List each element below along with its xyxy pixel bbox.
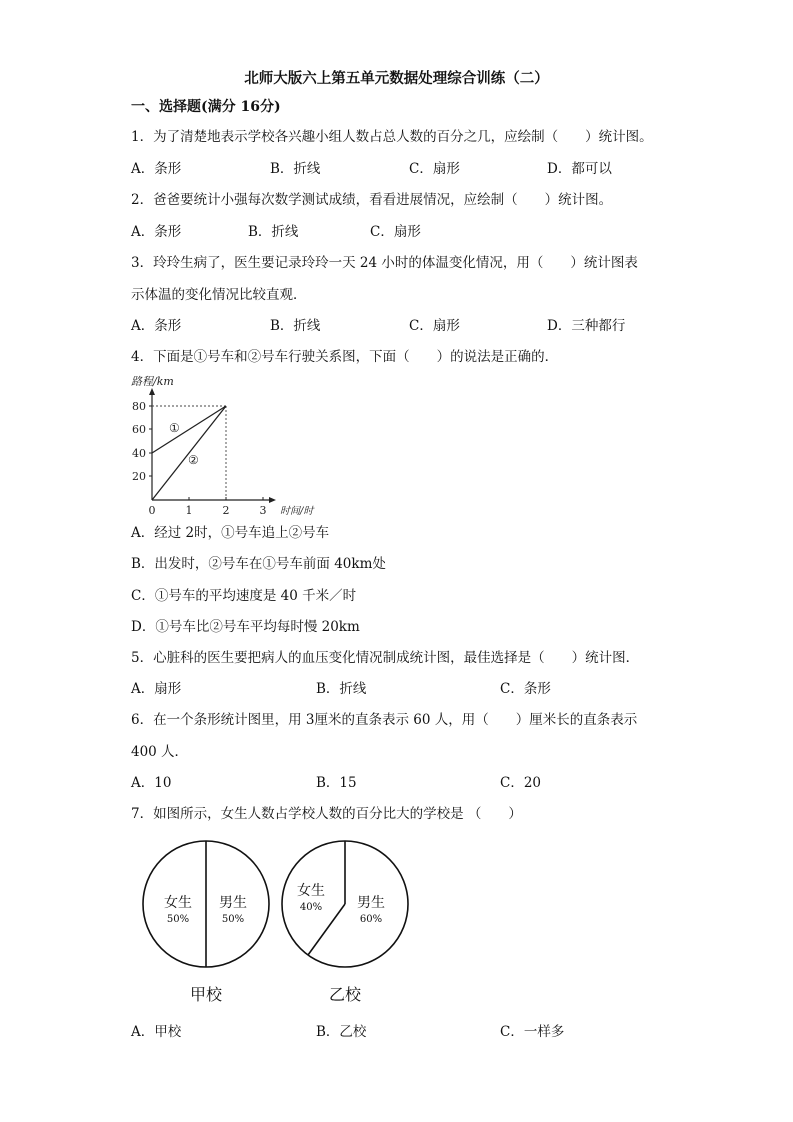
question-5-stem: 5．心脏科的医生要把病人的血压变化情况制成统计图，最佳选择是（ ）统计图． bbox=[131, 650, 640, 666]
school-pie-charts bbox=[135, 835, 425, 1010]
pie-jia-boys-pct: 50% bbox=[221, 914, 245, 925]
question-7-stem: 7．如图所示，女生人数占学校人数的百分比大的学校是 （ ） bbox=[131, 806, 522, 822]
section-heading: 一、选择题(满分 16分) bbox=[131, 99, 281, 115]
pie-yi-caption: 乙校 bbox=[328, 985, 362, 1004]
q2-option-c: C．扇形 bbox=[370, 224, 421, 240]
distance-time-graph bbox=[125, 368, 325, 518]
q3-option-b: B．折线 bbox=[270, 318, 321, 334]
q5-option-c: C．条形 bbox=[500, 681, 551, 697]
pie-yi-girls-pct: 40% bbox=[299, 902, 323, 913]
q7-option-a: A．甲校 bbox=[131, 1024, 182, 1040]
q4-option-d: D．①号车比②号车平均每时慢 20km bbox=[131, 619, 360, 635]
pie-yi-girls-label: 女生 bbox=[297, 883, 325, 899]
q2-option-b: B．折线 bbox=[248, 224, 299, 240]
pie-jia-girls-label: 女生 bbox=[164, 895, 192, 911]
q5-option-a: A．扇形 bbox=[131, 681, 182, 697]
question-3-stem-line1: 3．玲玲生病了，医生要记录玲玲一天 24 小时的体温变化情况，用（ ）统计图表 bbox=[131, 255, 638, 271]
pie-yi-boys-label: 男生 bbox=[357, 895, 385, 911]
graph-x-tick-label-3: 3 bbox=[259, 504, 267, 517]
graph-x-axis-label: 时间/时 bbox=[280, 506, 314, 517]
graph-y-tick-label-60: 60 bbox=[132, 423, 146, 436]
graph-x-tick-label-2: 2 bbox=[222, 504, 230, 517]
q7-option-c: C．一样多 bbox=[500, 1024, 565, 1040]
graph-y-tick-label-40: 40 bbox=[132, 447, 146, 460]
q1-option-d: D．都可以 bbox=[547, 161, 612, 177]
question-4-stem: 4．下面是①号车和②号车行驶关系图，下面（ ）的说法是正确的． bbox=[131, 349, 559, 365]
pie-jia-caption: 甲校 bbox=[189, 985, 223, 1004]
graph-x-tick-label-0: 0 bbox=[148, 504, 156, 517]
q4-option-c: C．①号车的平均速度是 40 千米／时 bbox=[131, 588, 357, 604]
q5-option-b: B．折线 bbox=[316, 681, 367, 697]
q2-option-a: A．条形 bbox=[131, 224, 182, 240]
graph-y-tick-label-20: 20 bbox=[132, 470, 146, 483]
question-3-stem-line2: 示体温的变化情况比较直观． bbox=[131, 287, 307, 303]
q1-option-b: B．折线 bbox=[270, 161, 321, 177]
graph-line-car-1 bbox=[152, 406, 226, 453]
graph-y-axis-arrow bbox=[149, 388, 155, 395]
q4-option-a: A．经过 2时，①号车追上②号车 bbox=[131, 525, 330, 541]
pie-jia-boys-label: 男生 bbox=[219, 895, 247, 911]
q6-option-a: A．10 bbox=[131, 775, 172, 791]
question-1-stem: 1．为了清楚地表示学校各兴趣小组人数占总人数的百分之几，应绘制（ ）统计图。 bbox=[131, 129, 653, 145]
q4-option-b: B．出发时，②号车在①号车前面 40km处 bbox=[131, 556, 386, 572]
q1-option-a: A．条形 bbox=[131, 161, 182, 177]
q3-option-d: D．三种都行 bbox=[547, 318, 626, 334]
question-6-stem-line1: 6．在一个条形统计图里，用 3厘米的直条表示 60 人，用（ ）厘米长的直条表示 bbox=[131, 712, 638, 728]
graph-y-axis-label: 路程/km bbox=[131, 375, 174, 388]
pie-jia-girls-pct: 50% bbox=[166, 914, 190, 925]
graph-line-2-label: ② bbox=[188, 453, 199, 467]
question-6-stem-line2: 400 人． bbox=[131, 744, 189, 760]
q3-option-c: C．扇形 bbox=[409, 318, 460, 334]
q1-option-c: C．扇形 bbox=[409, 161, 460, 177]
q7-option-b: B．乙校 bbox=[316, 1024, 367, 1040]
q6-option-b: B．15 bbox=[316, 775, 357, 791]
q3-option-a: A．条形 bbox=[131, 318, 182, 334]
graph-line-1-label: ① bbox=[169, 421, 180, 435]
graph-y-tick-label-80: 80 bbox=[132, 400, 146, 413]
graph-x-tick-label-1: 1 bbox=[185, 504, 193, 517]
page-title: 北师大版六上第五单元数据处理综合训练（二） bbox=[244, 70, 549, 87]
pie-yi-boys-pct: 60% bbox=[359, 914, 383, 925]
q6-option-c: C．20 bbox=[500, 775, 542, 791]
question-2-stem: 2．爸爸要统计小强每次数学测试成绩，看看进展情况，应绘制（ ）统计图。 bbox=[131, 192, 613, 208]
graph-x-axis-arrow bbox=[269, 497, 276, 503]
